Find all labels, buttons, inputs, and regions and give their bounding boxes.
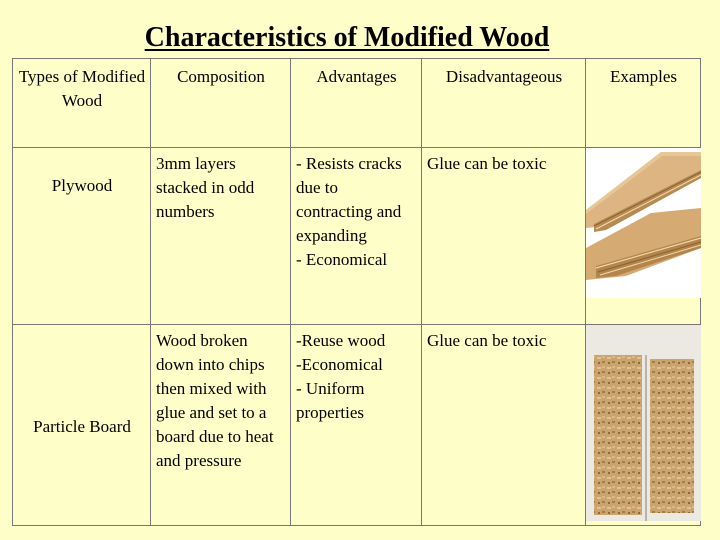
modified-wood-table: [12, 58, 701, 526]
table-row-particle-board: [13, 325, 701, 526]
disadvantages-particle-board: Glue can be toxic: [422, 325, 586, 526]
advantage-item: - Resists cracks due to contracting and expanding: [296, 154, 402, 245]
type-plywood: Plywood: [13, 148, 151, 325]
header-examples: Examples: [586, 59, 701, 148]
disadvantages-plywood: Glue can be toxic: [422, 148, 586, 325]
example-plywood: [586, 148, 701, 325]
composition-particle-board: Wood broken down into chips then mixed with glue and set to a board due to heat and pressure: [151, 325, 291, 526]
slide-title: Characteristics of Modified Wood: [144, 22, 550, 53]
example-particle-board: [586, 325, 701, 526]
advantage-item: -Economical: [296, 355, 383, 374]
header-composition: Composition: [151, 59, 291, 148]
header-types: Types of Modified Wood: [13, 59, 151, 148]
composition-plywood: 3mm layers stacked in odd numbers: [151, 148, 291, 325]
header-disadvantages: Disadvantageous: [422, 59, 586, 148]
table-row-plywood: [13, 148, 701, 325]
plywood-sheets-photo: [586, 148, 701, 298]
type-particle-board: Particle Board: [13, 325, 151, 526]
advantage-item: - Economical: [296, 250, 388, 269]
advantage-item: -Reuse wood: [296, 331, 386, 350]
header-advantages: Advantages: [291, 59, 422, 148]
header-row: [13, 59, 701, 148]
advantage-item: - Uniform properties: [296, 379, 365, 422]
advantages-particle-board: [291, 325, 422, 526]
advantages-plywood: [291, 148, 422, 325]
particle-board-photo: [586, 325, 701, 521]
